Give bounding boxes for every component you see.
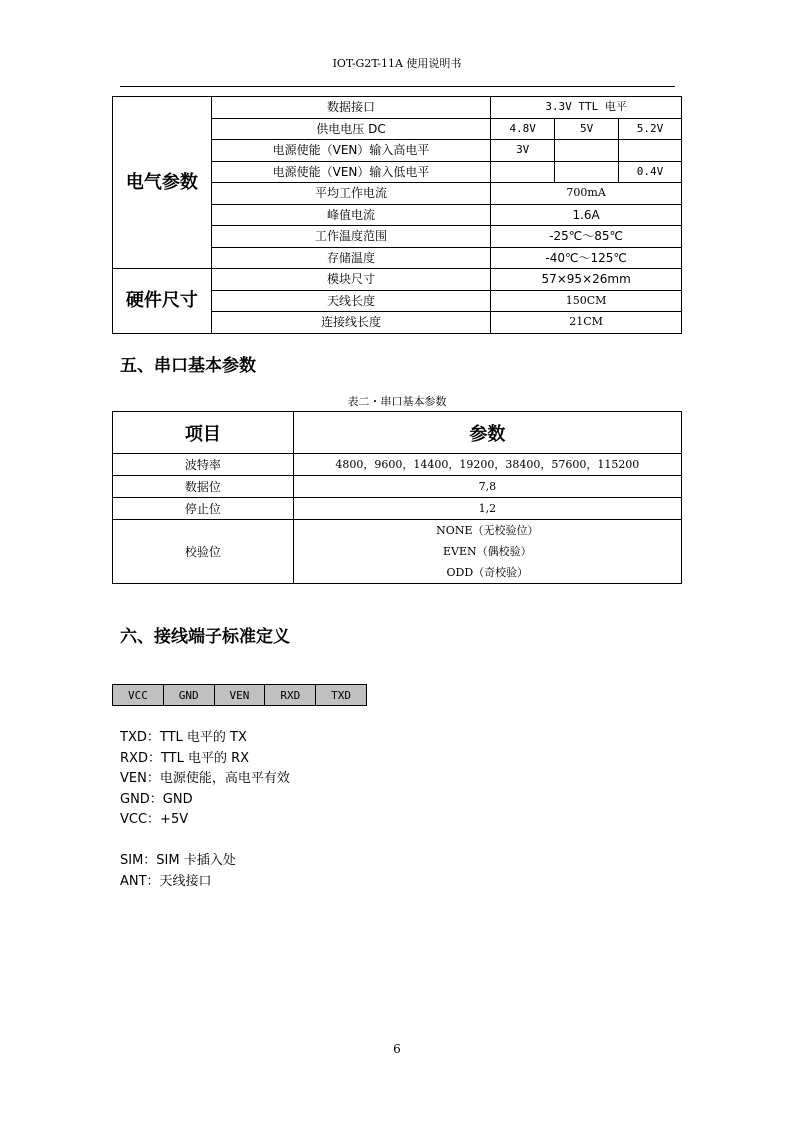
definition-line: ANT：天线接口 — [120, 873, 212, 889]
page-number: 6 — [393, 1042, 401, 1056]
definition-line: TXD：TTL 电平的 TX — [120, 730, 247, 745]
pin-label: RXD — [265, 685, 316, 706]
pin-table — [112, 684, 367, 706]
pin-label: TXD — [316, 685, 367, 706]
spec-label: 天线长度 — [211, 290, 490, 312]
table-row — [113, 454, 682, 476]
page-header: IOT-G2T-11A 使用说明书 — [332, 57, 462, 70]
parity-option: NONE（无校验位） — [436, 524, 539, 537]
param-value: 1,2 — [293, 498, 681, 520]
spec-value: 150CM — [491, 290, 682, 312]
definition-line: VCC：+5V — [120, 812, 189, 827]
spec-label: 工作温度范围 — [211, 226, 490, 248]
table-row — [113, 97, 682, 119]
spec-value-max: 0.4V — [619, 161, 682, 183]
table-caption: 表二・串口基本参数 — [347, 395, 447, 408]
table-row — [113, 685, 367, 706]
definition-line: SIM：SIM 卡插入处 — [120, 853, 236, 868]
spec-label: 电源使能（VEN）输入高电平 — [211, 140, 490, 162]
param-value: 4800，9600，14400，19200，38400，57600，115200 — [293, 454, 681, 476]
spec-label: 连接线长度 — [211, 312, 490, 334]
spec-label: 数据接口 — [211, 97, 490, 119]
spec-label: 峰值电流 — [211, 204, 490, 226]
spec-value: 21CM — [491, 312, 682, 334]
table-row — [113, 269, 682, 291]
spec-label: 平均工作电流 — [211, 183, 490, 205]
spec-label: 模块尺寸 — [211, 269, 490, 291]
parity-option: ODD（奇校验） — [446, 566, 529, 579]
table-row — [113, 476, 682, 498]
pin-definitions — [120, 728, 290, 892]
param-item: 校验位 — [113, 520, 294, 584]
spec-value-typ — [555, 161, 619, 183]
spec-value-max: 5.2V — [619, 118, 682, 140]
column-header-param: 参数 — [293, 412, 681, 454]
param-item: 波特率 — [113, 454, 294, 476]
spec-value: 3.3V TTL 电平 — [491, 97, 682, 119]
param-item: 数据位 — [113, 476, 294, 498]
category-electrical: 电气参数 — [113, 97, 212, 269]
param-value — [293, 520, 681, 584]
table-header-row — [113, 412, 682, 454]
spec-value: -40℃～125℃ — [491, 247, 682, 269]
spec-value-typ — [555, 140, 619, 162]
spec-value-typ: 5V — [555, 118, 619, 140]
spec-table — [112, 96, 682, 334]
spacer-line — [120, 831, 290, 852]
table-row — [113, 498, 682, 520]
spec-label: 电源使能（VEN）输入低电平 — [211, 161, 490, 183]
section-heading-serial: 五、串口基本参数 — [120, 356, 256, 376]
definition-line: GND：GND — [120, 791, 193, 807]
table-row — [113, 520, 682, 584]
definition-line: VEN：电源使能，高电平有效 — [120, 771, 290, 786]
param-value: 7,8 — [293, 476, 681, 498]
spec-value: 57×95×26mm — [491, 269, 682, 291]
column-header-item: 项目 — [113, 412, 294, 454]
pin-label: GND — [163, 685, 214, 706]
spec-value: 1.6A — [491, 204, 682, 226]
spec-label: 存储温度 — [211, 247, 490, 269]
spec-value: 700mA — [491, 183, 682, 205]
pin-label: VCC — [113, 685, 164, 706]
spec-value: -25℃～85℃ — [491, 226, 682, 248]
header-divider — [120, 86, 675, 87]
spec-value-min — [491, 161, 555, 183]
spec-label: 供电电压 DC — [211, 118, 490, 140]
spec-value-max — [619, 140, 682, 162]
pin-label: VEN — [214, 685, 265, 706]
definition-line: RXD：TTL 电平的 RX — [120, 750, 250, 766]
spec-value-min: 4.8V — [491, 118, 555, 140]
parity-option: EVEN（偶校验） — [443, 545, 532, 558]
spec-value-min: 3V — [491, 140, 555, 162]
serial-params-table — [112, 411, 682, 584]
param-item: 停止位 — [113, 498, 294, 520]
section-heading-terminal: 六、接线端子标准定义 — [120, 627, 290, 647]
category-hardware: 硬件尺寸 — [113, 269, 212, 334]
